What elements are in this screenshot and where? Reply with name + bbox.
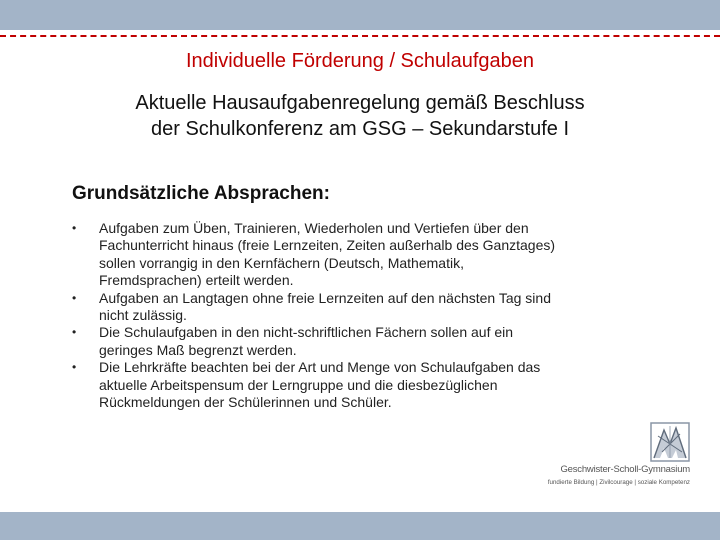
bullet-item: [72, 290, 642, 325]
school-logo: [532, 422, 692, 492]
bullet-line: Die Lehrkräfte beachten bei der Art und Menge von Schulaufgaben das: [99, 359, 541, 376]
bullet-line: Fremdsprachen) erteilt werden.: [99, 272, 294, 289]
bullet-item: [72, 359, 642, 411]
school-logo-icon: [650, 422, 690, 462]
top-band: [0, 0, 720, 30]
subtitle-line-1: Aktuelle Hausaufgabenregelung gemäß Beschluss: [135, 92, 585, 114]
bullet-line: Aufgaben zum Üben, Trainieren, Wiederholen und Vertiefen über den: [99, 220, 529, 236]
slide-title: Individuelle Förderung / Schulaufgaben: [185, 50, 535, 72]
bullet-line: geringes Maß begrenzt werden.: [99, 341, 297, 358]
bullet-line: Die Schulaufgaben in den nicht-schriftlichen Fächern sollen auf ein: [99, 324, 514, 341]
bullet-dot: •: [72, 221, 77, 235]
section-heading: Grundsätzliche Absprachen:: [72, 183, 330, 204]
logo-school-name: Geschwister-Scholl-Gymnasium: [560, 464, 690, 475]
dashed-divider: [0, 35, 720, 37]
bullet-dot: •: [72, 325, 77, 340]
bullet-dot: •: [72, 290, 77, 305]
bullet-dot: •: [72, 360, 77, 375]
bullet-line: Rückmeldungen der Schülerinnen und Schüler.: [99, 394, 392, 411]
bullet-line: aktuelle Arbeitspensum der Lerngruppe und die diesbezüglichen: [99, 376, 498, 393]
bullet-item: [72, 324, 642, 359]
bullet-line: sollen vorrangig in den Kernfächern (Deutsch, Mathematik,: [99, 254, 464, 271]
logo-tagline: fundierte Bildung | Zivilcourage | soziale Kompetenz: [547, 479, 690, 486]
bullet-list: [72, 220, 642, 411]
bullet-line: nicht zulässig.: [99, 307, 187, 324]
subtitle-line-2: der Schulkonferenz am GSG – Sekundarstufe I: [151, 118, 569, 140]
bottom-band: [0, 512, 720, 540]
bullet-item: [72, 220, 642, 290]
bullet-line: Fachunterricht hinaus (freie Lernzeiten, Zeiten außerhalb des Ganztages): [99, 237, 556, 254]
slide-subtitle: [60, 90, 660, 142]
bullet-line: Aufgaben an Langtagen ohne freie Lernzeiten auf den nächsten Tag sind: [99, 289, 551, 306]
